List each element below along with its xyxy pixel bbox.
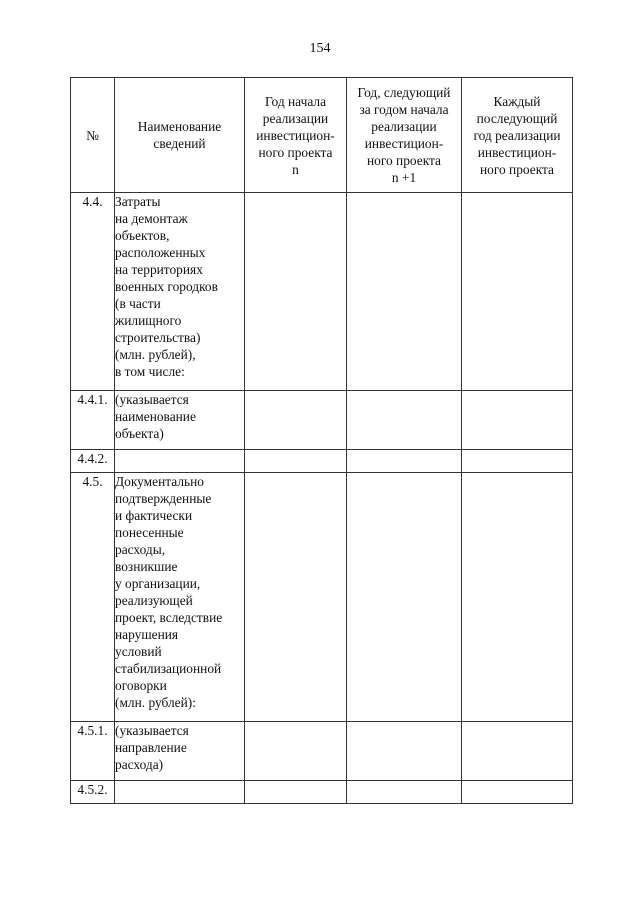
header-each-next-year: Каждый последующий год реализации инвестицион- ного проекта: [462, 78, 573, 193]
page-number: 154: [309, 41, 331, 56]
table-row: [71, 722, 573, 781]
cell-each-next-year: [462, 391, 573, 450]
cell-each-next-year: [462, 193, 573, 391]
cell-year-n: [245, 722, 347, 781]
cell-each-next-year: [462, 722, 573, 781]
cell-year-n: [245, 473, 347, 722]
row-number: 4.4.2.: [71, 450, 115, 473]
cell-year-n-plus-1: [347, 391, 462, 450]
row-description: Документально подтвержденные и фактически понесенные расходы, возникшие у организации, реализующей проект, вследствие нарушения условий стабилизационной оговорки (млн. рублей):: [115, 473, 245, 722]
cell-each-next-year: [462, 781, 573, 804]
table-row: [71, 450, 573, 473]
row-number: 4.4.1.: [71, 391, 115, 450]
header-year-n: Год начала реализации инвестицион- ного проекта n: [245, 78, 347, 193]
row-description: (указывается наименование объекта): [115, 391, 245, 450]
table-row: [71, 193, 573, 391]
cell-year-n-plus-1: [347, 722, 462, 781]
cell-year-n-plus-1: [347, 450, 462, 473]
cell-year-n-plus-1: [347, 193, 462, 391]
row-description: Затраты на демонтаж объектов, расположенных на территориях военных городков (в части жилищного строительства) (млн. рублей), в том числе:: [115, 193, 245, 391]
header-year-n-plus-1: Год, следующий за годом начала реализации инвестицион- ного проекта n +1: [347, 78, 462, 193]
cell-year-n: [245, 450, 347, 473]
table-row: [71, 473, 573, 722]
row-number: 4.5.1.: [71, 722, 115, 781]
cell-year-n-plus-1: [347, 781, 462, 804]
cell-year-n-plus-1: [347, 473, 462, 722]
row-number: 4.5.: [71, 473, 115, 722]
table-header-row: [71, 78, 573, 193]
cell-year-n: [245, 781, 347, 804]
table-row: [71, 781, 573, 804]
cell-each-next-year: [462, 450, 573, 473]
cell-year-n: [245, 193, 347, 391]
header-name: Наименование сведений: [115, 78, 245, 193]
header-number: №: [71, 78, 115, 193]
cell-each-next-year: [462, 473, 573, 722]
investment-info-table: [70, 77, 573, 804]
cell-year-n: [245, 391, 347, 450]
table-row: [71, 391, 573, 450]
row-description: (указывается направление расхода): [115, 722, 245, 781]
row-number: 4.4.: [71, 193, 115, 391]
row-description: [115, 450, 245, 473]
row-description: [115, 781, 245, 804]
row-number: 4.5.2.: [71, 781, 115, 804]
